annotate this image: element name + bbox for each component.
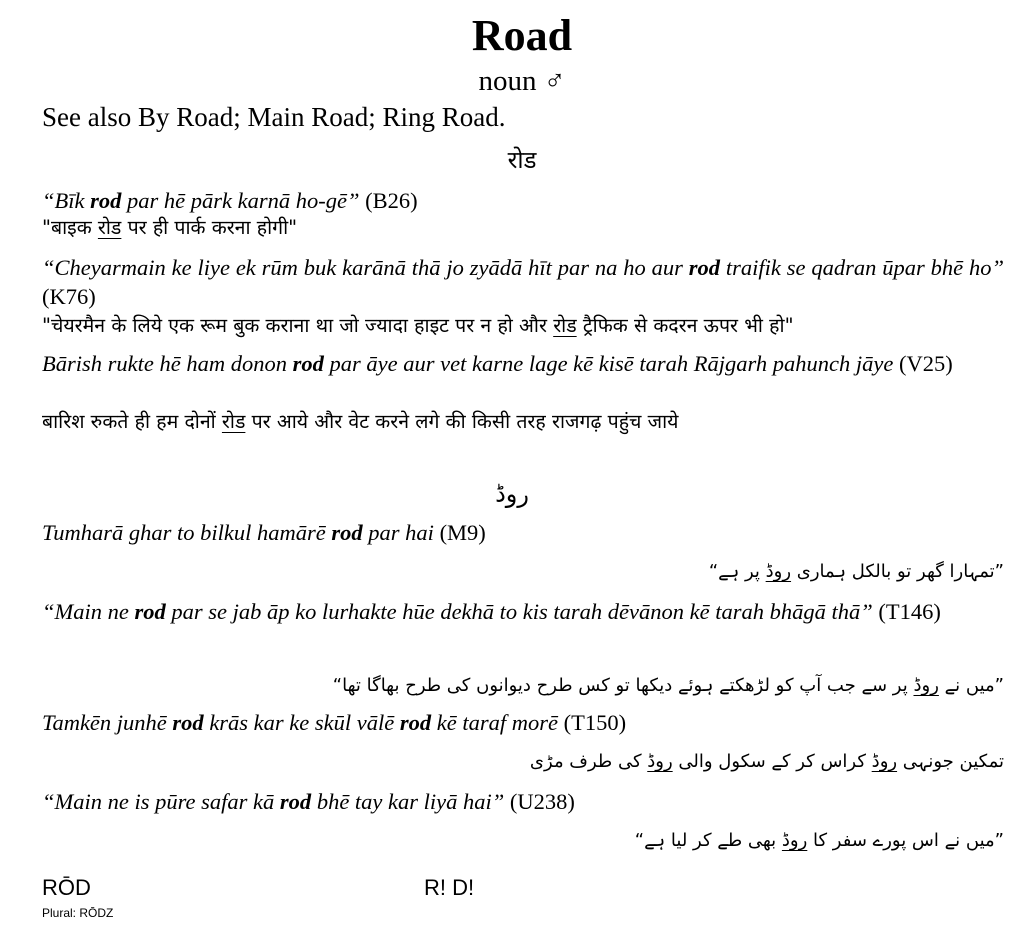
keyword-underlined: روڈ bbox=[871, 751, 898, 772]
pronunciation-respelling: R! D! bbox=[424, 875, 475, 900]
keyword: rod bbox=[134, 599, 166, 624]
hindi-script-heading: रोड bbox=[507, 146, 537, 174]
keyword-underlined: रोड bbox=[221, 410, 246, 433]
urdu-example-1-romanized: Tumharā ghar to bilkul hamārē rod par hai (M9) bbox=[42, 520, 486, 545]
keyword-underlined: روڈ bbox=[647, 751, 673, 772]
part-of-speech-line bbox=[0, 64, 1024, 98]
urdu-example-3-romanized: Tamkēn junhē rod krās kar ke skūl vālē rod kē taraf morē (T150) bbox=[42, 710, 627, 735]
hindi-example-2-devanagari: "चेयरमैन के लिये एक रूम बुक कराना था जो ज्यादा हाइट पर न हो और रोड ट्रैफिक से कदरन ऊपर भी हो" bbox=[42, 314, 794, 337]
keyword-underlined: روڈ bbox=[765, 561, 792, 582]
urdu-example-2-romanized: “Main ne rod par se jab āp ko lurhakte hūe dekhā to kis tarah dēvānon kē tarah bhāgā thā” (T146) bbox=[42, 599, 941, 624]
keyword-underlined: روڈ bbox=[913, 675, 939, 696]
hindi-example-1-devanagari: "बाइक रोड पर ही पार्क करना होगी" bbox=[42, 216, 298, 239]
urdu-example-4-romanized: “Main ne is pūre safar kā rod bhē tay kar liyā hai” (U238) bbox=[42, 789, 575, 814]
pronunciation-form: RŌD bbox=[42, 875, 91, 900]
keyword: rod bbox=[172, 710, 204, 735]
urdu-script-heading: روڈ bbox=[495, 480, 529, 508]
urdu-example-2-urdu: ”میں نے روڈ پر سے جب آپ کو لڑھکتے ہوئے دیکھا تو کس طرح دیوانوں کی طرح بھاگا تھا“ bbox=[332, 675, 1004, 696]
keyword: rod bbox=[688, 255, 721, 280]
urdu-example-4-urdu: ”میں نے اس پورے سفر کا روڈ بھی طے کر لیا ہے“ bbox=[634, 830, 1004, 851]
urdu-example-1-urdu: ”تمہارا گھر تو بالکل ہماری روڈ پر ہے“ bbox=[708, 561, 1004, 582]
plural-form: Plural: RŌDZ bbox=[42, 906, 114, 920]
citation: (U238) bbox=[504, 789, 575, 814]
headword: Road bbox=[471, 11, 573, 60]
see-also: See also By Road; Main Road; Ring Road. bbox=[42, 102, 506, 132]
citation: (M9) bbox=[433, 520, 486, 545]
hindi-example-3-romanized: Bārish rukte hē ham donon rod par āye aur vet karne lage kē kisē tarah Rājgarh pahunch jāye (V25) bbox=[42, 351, 953, 376]
citation: (B26) bbox=[359, 188, 418, 213]
keyword: rod bbox=[279, 789, 312, 814]
citation: (T146) bbox=[872, 599, 941, 624]
keyword-underlined: रोड bbox=[97, 216, 122, 239]
keyword-underlined: रोड bbox=[553, 314, 577, 337]
keyword: rod bbox=[399, 710, 432, 735]
keyword: rod bbox=[292, 351, 324, 376]
citation: (T150) bbox=[558, 710, 627, 735]
hindi-example-3-devanagari: बारिश रुकते ही हम दोनों रोड पर आये और वेट करने लगे की किसी तरह राजगढ़ पहुंच जाये bbox=[42, 410, 679, 433]
part-of-speech: noun bbox=[478, 65, 537, 97]
hindi-example-1-romanized: “Bīk rod par hē pārk karnā ho-gē” (B26) bbox=[42, 188, 418, 213]
keyword: rod bbox=[90, 188, 122, 213]
citation: (K76) bbox=[42, 284, 96, 309]
urdu-example-3-urdu: تمکین جونہی روڈ کراس کر کے سکول والی روڈ کی طرف مڑی bbox=[529, 751, 1004, 772]
keyword-underlined: روڈ bbox=[781, 830, 808, 851]
hindi-example-2-romanized: “Cheyarmain ke liye ek rūm buk karānā thā jo zyādā hīt par na ho aur rod traifik se qadran ūpar bhē ho” (K76) bbox=[42, 255, 1004, 309]
citation: (V25) bbox=[893, 351, 953, 376]
keyword: rod bbox=[331, 520, 363, 545]
masculine-gender-icon: ♂ bbox=[543, 65, 566, 97]
